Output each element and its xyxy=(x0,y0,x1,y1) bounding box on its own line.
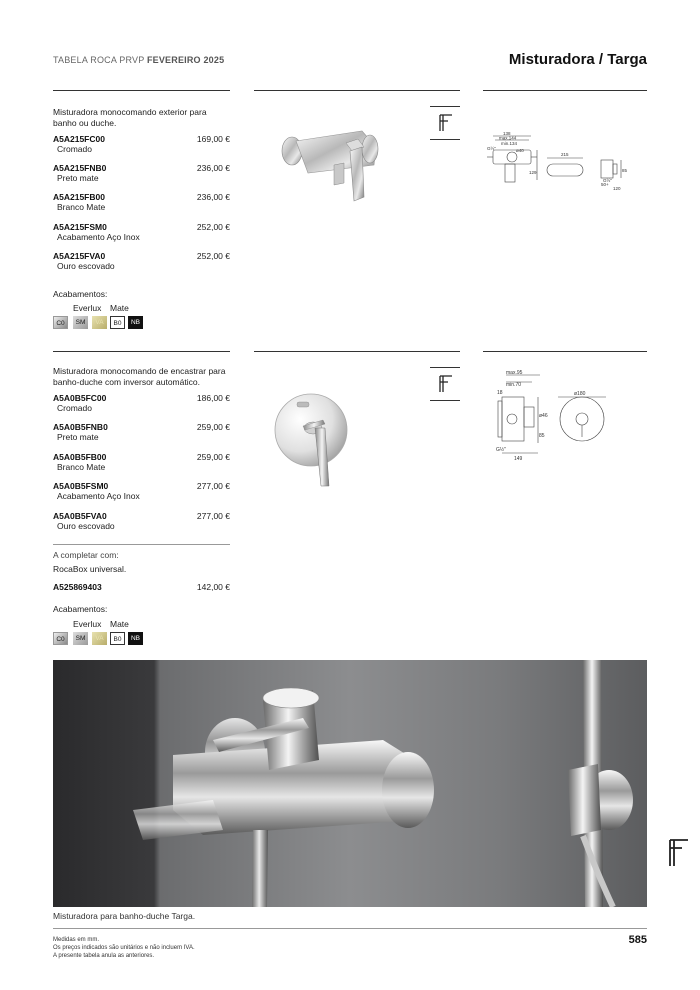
product-description: Misturadora monocomando exterior para banho ou duche. xyxy=(53,107,207,128)
product-finish: Acabamento Aço Inox xyxy=(57,232,140,242)
product-price: 259,00 € xyxy=(196,452,230,462)
product-description: Misturadora monocomando de encastrar para banho-duche com inversor automático. xyxy=(53,366,226,387)
swatch-gold: VA xyxy=(92,316,107,329)
photo-caption: Misturadora para banho-duche Targa. xyxy=(53,911,196,921)
exterior-mixer-image xyxy=(278,117,393,207)
product-price: 277,00 € xyxy=(196,481,230,491)
footer-divider xyxy=(53,928,647,929)
footer-note: Os preços indicados são unitários e não incluem IVA. xyxy=(53,945,195,951)
product-code: A5A215FNB0 xyxy=(53,163,107,173)
product-price: 236,00 € xyxy=(196,163,230,173)
divider xyxy=(254,90,460,91)
dim-label: 138 xyxy=(503,131,511,136)
header-catalog-label xyxy=(53,55,224,65)
product-price: 252,00 € xyxy=(196,222,230,232)
product-finish: Cromado xyxy=(57,144,92,154)
product-code: A5A0B5FSM0 xyxy=(53,481,109,491)
dim-label: G½" xyxy=(603,178,612,183)
everlux-label: Everlux xyxy=(73,619,102,629)
swatch-white: B0 xyxy=(110,632,125,645)
complement-price: 142,00 € xyxy=(196,582,230,592)
product-price: 252,00 € xyxy=(196,251,230,261)
footer-note: A presente tabela anula as anteriores. xyxy=(53,953,155,959)
product-finish: Branco Mate xyxy=(57,462,106,472)
dim-label: ø46 xyxy=(539,413,548,419)
dim-label: min.70 xyxy=(506,382,522,388)
product-code: A5A0B5FNB0 xyxy=(53,422,108,432)
divider xyxy=(53,351,230,352)
product-code: A5A0B5FC00 xyxy=(53,393,107,403)
swatch-gold: VA xyxy=(92,632,107,645)
shower-mixer-photo xyxy=(53,660,647,907)
product-finish: Preto mate xyxy=(57,173,99,183)
finishes-label: Acabamentos: xyxy=(53,604,108,614)
divider xyxy=(53,90,230,91)
swatch-white: B0 xyxy=(110,316,125,329)
dim-label: ø180 xyxy=(574,391,586,397)
finishes-label: Acabamentos: xyxy=(53,289,108,299)
product-code: A5A215FSM0 xyxy=(53,222,107,232)
page-title: Misturadora / Targa xyxy=(508,51,647,68)
product-code: A5A215FB00 xyxy=(53,192,105,202)
dim-label: 85 xyxy=(622,168,628,173)
product-price: 186,00 € xyxy=(196,393,230,403)
mate-label: Mate xyxy=(110,619,129,629)
product-finish: Ouro escovado xyxy=(57,521,115,531)
product-price: 277,00 € xyxy=(196,511,230,521)
product-code: A5A0B5FVA0 xyxy=(53,511,107,521)
product-finish: Acabamento Aço Inox xyxy=(57,491,140,501)
complement-item: RocaBox universal. xyxy=(53,564,127,574)
swatch-steel: SM xyxy=(73,632,88,645)
header-date: FEVEREIRO 2025 xyxy=(146,55,225,65)
dim-label: 18 xyxy=(497,390,503,396)
product-finish: Ouro escovado xyxy=(57,261,115,271)
targa-icon xyxy=(430,368,460,398)
divider xyxy=(53,544,230,545)
dim-label: 85 xyxy=(539,433,545,439)
complement-label: A completar com: xyxy=(53,550,119,560)
dim-label: ø40 xyxy=(516,148,524,153)
built-in-mixer-image xyxy=(273,388,353,488)
exterior-mixer-technical-drawing xyxy=(485,128,630,193)
built-in-mixer-technical-drawing xyxy=(492,367,607,462)
swatch-chrome: C0 xyxy=(53,632,68,645)
targa-icon xyxy=(430,107,460,137)
dim-label: 215 xyxy=(561,152,569,157)
dim-label: 50+ xyxy=(601,182,609,187)
targa-logo-box xyxy=(430,367,460,401)
dim-label: 149 xyxy=(514,456,523,462)
product-finish: Branco Mate xyxy=(57,202,106,212)
dim-label: 129 xyxy=(529,170,537,175)
product-price: 169,00 € xyxy=(196,134,230,144)
dim-label: G½" xyxy=(496,447,506,453)
product-price: 259,00 € xyxy=(196,422,230,432)
everlux-label: Everlux xyxy=(73,303,102,313)
footer-note: Medidas em mm. xyxy=(53,937,100,943)
product-finish: Preto mate xyxy=(57,432,99,442)
divider xyxy=(483,90,647,91)
dim-label: 120 xyxy=(613,186,621,191)
product-code: A5A215FC00 xyxy=(53,134,105,144)
swatch-black: NB xyxy=(128,316,143,329)
targa-side-icon xyxy=(668,838,690,868)
dim-label: max.95 xyxy=(506,370,523,376)
product-finish: Cromado xyxy=(57,403,92,413)
divider xyxy=(483,351,647,352)
swatch-steel: SM xyxy=(73,316,88,329)
dim-label: min.134 xyxy=(501,141,518,146)
product-code: A5A0B5FB00 xyxy=(53,452,107,462)
mate-label: Mate xyxy=(110,303,129,313)
swatch-black: NB xyxy=(128,632,143,645)
swatch-chrome: C0 xyxy=(53,316,68,329)
targa-logo-box xyxy=(430,106,460,140)
complement-code: A525869403 xyxy=(53,582,102,592)
page-number: 585 xyxy=(628,934,647,946)
dim-label: max.144 xyxy=(499,135,517,141)
dim-label: G½" xyxy=(487,146,496,151)
divider xyxy=(254,351,460,352)
header-prefix: TABELA ROCA PRVP xyxy=(53,55,145,65)
product-code: A5A215FVA0 xyxy=(53,251,106,261)
product-price: 236,00 € xyxy=(196,192,230,202)
